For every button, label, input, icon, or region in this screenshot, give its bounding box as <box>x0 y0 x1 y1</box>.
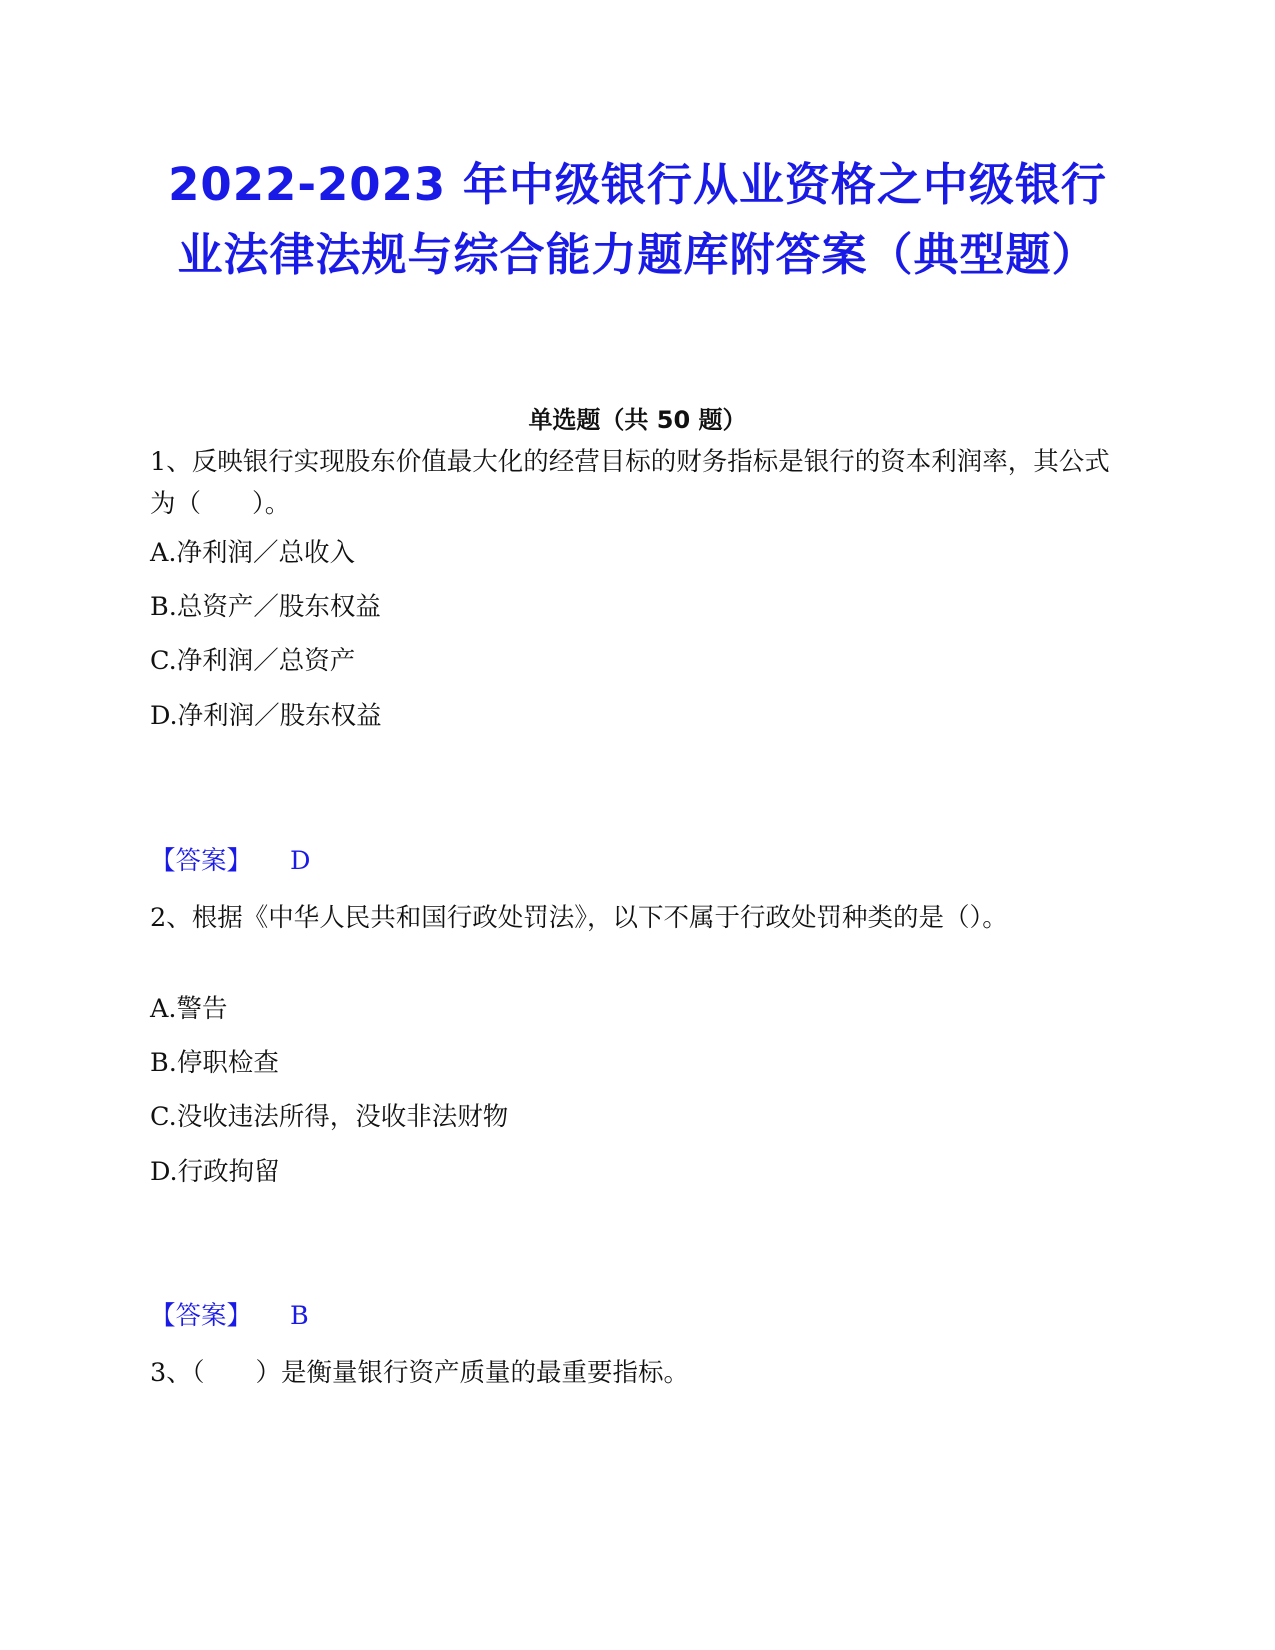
question-1-answer <box>150 845 310 877</box>
question-1-option-c: C.净利润／总资产 <box>150 646 356 676</box>
document-title: 2022-2023 年中级银行从业资格之中级银行业法律法规与综合能力题库附答案（典型题） <box>168 158 1107 281</box>
question-1-option-a: A.净利润／总收入 <box>150 538 356 568</box>
question-2-option-d: D.行政拘留 <box>150 1157 280 1187</box>
answer-label: 【答案】 <box>150 846 253 876</box>
question-1-option-b: B.总资产／股东权益 <box>150 592 381 622</box>
question-2-option-b: B.停职检查 <box>150 1048 279 1078</box>
question-2-option-c: C.没收违法所得，没收非法财物 <box>150 1102 509 1132</box>
answer-label: 【答案】 <box>150 1301 253 1331</box>
question-2-option-a: A.警告 <box>150 994 228 1024</box>
question-2-answer <box>150 1300 309 1332</box>
question-3-stem: 3、（ ）是衡量银行资产质量的最重要指标。 <box>150 1358 689 1388</box>
answer-value: D <box>290 846 311 876</box>
question-1-stem: 1、反映银行实现股东价值最大化的经营目标的财务指标是银行的资本利润率，其公式为（ ）。 <box>150 447 1110 519</box>
question-1-option-d: D.净利润／股东权益 <box>150 701 382 731</box>
answer-value: B <box>290 1301 309 1331</box>
question-2-stem: 2、根据《中华人民共和国行政处罚法》，以下不属于行政处罚种类的是（）。 <box>150 903 1008 933</box>
section-heading: 单选题（共 50 题） <box>528 406 747 434</box>
